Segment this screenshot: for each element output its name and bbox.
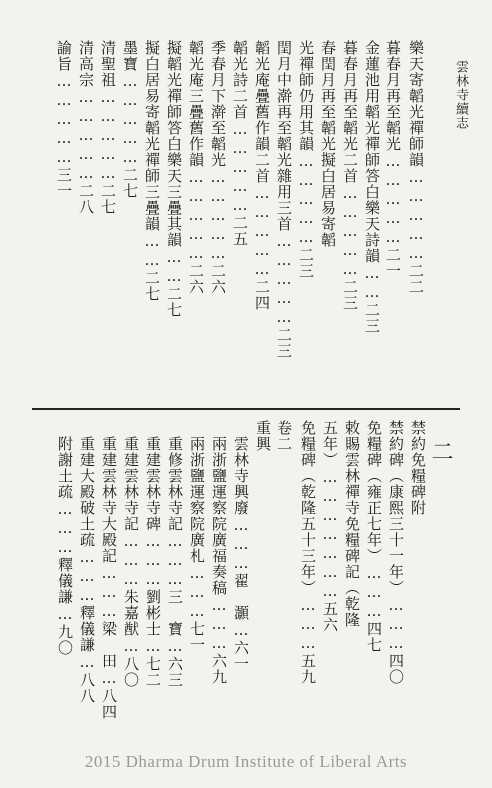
toc-entry: 禁約免糧碑附: [409, 420, 427, 516]
toc-entry: 擬白居易寄韜光禪師三疊韻……二七: [143, 40, 161, 302]
toc-entry: 免糧碑（乾隆五十三年）………五九: [299, 420, 317, 685]
toc-entry: 敕賜雲林禪寺免糧碑記（乾隆: [343, 420, 361, 628]
toc-entry: 重建大殿破土疏………釋儀謙…八八: [78, 436, 96, 704]
toc-entry: 兩浙鹽運察院廣札………七一: [188, 436, 206, 653]
toc-entry: 韜光詩二首……………二五: [231, 40, 249, 247]
toc-entry: 兩浙鹽運察院廣福奏稿………六九: [210, 436, 228, 685]
toc-entry: 附謝土疏………釋儀謙…九〇: [56, 436, 74, 656]
toc-entry: 重建雲林寺碑………劉彬士…七二: [144, 436, 162, 688]
toc-entry: 免糧碑（雍正七年）………四七: [365, 420, 383, 653]
book-title: 雲林寺續志: [453, 60, 468, 130]
toc-entry: 閏月中澣再至韜光雜用三首……………二三: [275, 40, 293, 359]
toc-entry: 清高宗……………二八: [77, 40, 95, 215]
toc-entry: 擬韜光禪師答白樂天三疊其韻……二七: [165, 40, 183, 318]
toc-entry: 韜光庵疊舊作韻二首……………二四: [253, 40, 271, 311]
section-heading: 重興: [254, 420, 272, 452]
toc-entry: 清聖祖……………二七: [99, 40, 117, 215]
toc-entry: 重建雲林寺記………朱嘉猷…八〇: [122, 436, 140, 688]
volume-heading: 卷二: [275, 420, 293, 452]
toc-entry: 金蓮池用韜光禪師答白樂天詩韻……二三: [363, 40, 381, 334]
toc-entry: 墨寶……………二七: [121, 40, 139, 199]
section-divider: [32, 408, 460, 410]
toc-entry: 暮春月再至韜光二首……………二三: [341, 40, 359, 311]
toc-entry: 季春月下澣至韜光……………二六: [209, 40, 227, 295]
toc-entry: 五年）…………………五六: [321, 420, 339, 633]
toc-entry: 禁約碑（康熙三十一年）………四〇: [387, 420, 405, 685]
toc-entry: 光禪師仍用其韻……………二三: [297, 40, 315, 279]
toc-entry: 重建雲林寺大殿記………梁 田…八四: [100, 436, 118, 720]
toc-entry: 樂天寄韜光禪師韻……………二二: [407, 40, 425, 295]
toc-entry: 暮春月再至韜光……………二一: [384, 40, 402, 279]
page-number: 二: [428, 440, 453, 463]
toc-entry: 韜光庵三疊舊作韻……………二六: [187, 40, 205, 295]
toc-entry: 雲林寺興廢………翟 灝…六一: [232, 436, 250, 672]
toc-entry: 諭旨……………三一: [55, 40, 73, 199]
toc-entry: 重修雲林寺記………三 寶…六三: [166, 436, 184, 688]
watermark-text: 2015 Dharma Drum Institute of Liberal Arts: [84, 752, 408, 771]
toc-entry: 春閏月再至韜光擬白居易寄韜: [319, 40, 337, 248]
